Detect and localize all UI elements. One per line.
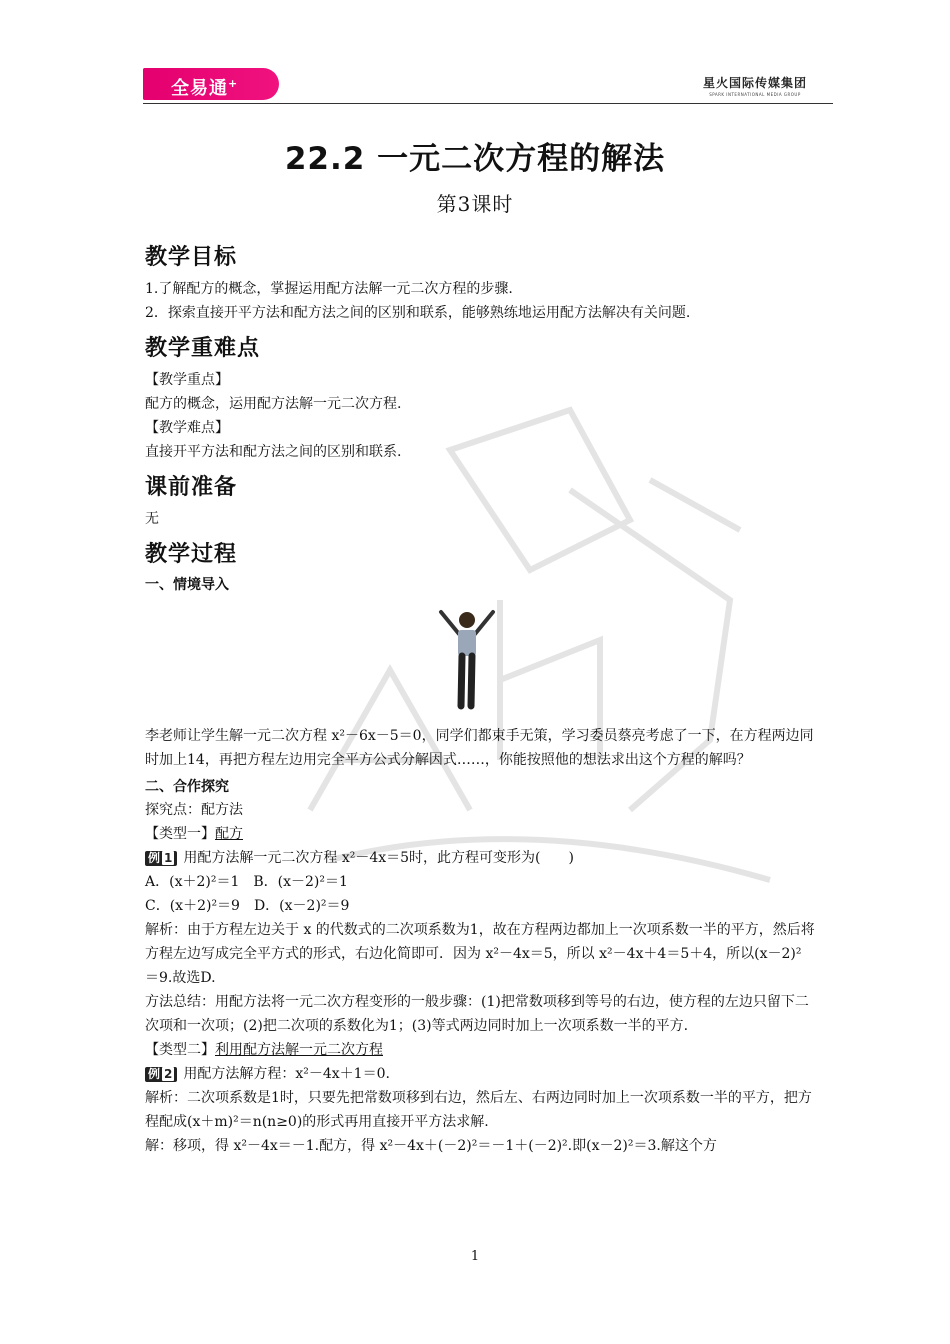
- example-1: [145, 846, 815, 870]
- goals-heading: 教学目标: [145, 245, 238, 270]
- page-subtitle: 第3课时: [436, 192, 514, 216]
- document-body: [145, 234, 815, 1158]
- publisher-name: 星火国际传媒集团: [702, 76, 807, 90]
- example-1-options-cd: C．(x＋2)²＝9 D．(x－2)²＝9: [145, 898, 350, 914]
- jumping-boy-image: [437, 606, 497, 714]
- key-point-label: 【教学重点】: [145, 372, 229, 388]
- example-1-summary: 方法总结：用配方法将一元二次方程变形的一般步骤：(1)把常数项移到等号的右边，使方程的左边只留下二次项和一次项；(2)把二次项的系数化为1；(3)等式两边同时加上一次项系数一半的平方.: [145, 994, 809, 1034]
- page-number: 1: [470, 1249, 480, 1264]
- example-1-badge: [145, 851, 177, 866]
- intro-text: 李老师让学生解一元二次方程 x²－6x－5＝0，同学们都束手无策，学习委员蔡亮考虑了一下，在方程两边同时加上14，再把方程左边用完全平方公式分解因式……，你能按照他的想法求出这个方程的解吗？: [145, 728, 814, 768]
- difficulty-text: 直接开平方法和配方法之间的区别和联系.: [145, 444, 402, 460]
- page-header: [143, 66, 833, 104]
- cooperation-heading: 二、合作探究: [145, 779, 229, 795]
- logo-text: 全易通: [171, 78, 228, 99]
- process-heading: 教学过程: [145, 542, 238, 567]
- difficulty-label: 【教学难点】: [145, 420, 229, 436]
- type-1-heading: [145, 822, 815, 846]
- header-divider: [143, 103, 833, 104]
- preparation-heading: 课前准备: [145, 475, 238, 500]
- key-points-heading: 教学重难点: [145, 336, 261, 361]
- goal-1: 1.了解配方的概念，掌握运用配方法解一元二次方程的步骤.: [145, 281, 513, 297]
- example-1-badge-label: 例: [148, 851, 161, 865]
- brand-logo: [143, 68, 279, 100]
- preparation-text: 无: [145, 511, 159, 527]
- example-1-badge-num: 1: [164, 851, 173, 865]
- type-2-heading: [145, 1038, 815, 1062]
- example-1-text: 用配方法解一元二次方程 x²－4x＝5时，此方程可变形为( ): [183, 850, 574, 866]
- example-2-text: 用配方法解方程：x²－4x＋1＝0.: [183, 1066, 390, 1082]
- type-1-name: 配方: [215, 826, 243, 842]
- example-2-badge-num: 2: [164, 1067, 173, 1081]
- logo-star: +: [228, 77, 239, 90]
- type-1-prefix: 【类型一】: [145, 826, 215, 842]
- example-2: [145, 1062, 815, 1086]
- type-2-name: 利用配方法解一元二次方程: [215, 1042, 383, 1058]
- example-1-options-ab: A．(x＋2)²＝1 B．(x－2)²＝1: [145, 874, 348, 890]
- example-2-analysis: 解析：二次项系数是1时，只要先把常数项移到右边，然后左、右两边同时加上一次项系数一半的平方，把方程配成(x＋m)²＝n(n≥0)的形式再用直接开平方法求解.: [145, 1090, 812, 1130]
- publisher-mark: [703, 74, 807, 97]
- page-title: 22.2 一元二次方程的解法: [284, 141, 666, 177]
- example-2-badge-label: 例: [148, 1067, 161, 1081]
- example-2-solution: 解：移项，得 x²－4x＝－1.配方，得 x²－4x＋(－2)²＝－1＋(－2)².即(x－2)²＝3.解这个方: [145, 1138, 717, 1154]
- intro-heading: 一、情境导入: [145, 577, 229, 593]
- key-point-text: 配方的概念，运用配方法解一元二次方程.: [145, 396, 402, 412]
- example-2-badge: [145, 1067, 177, 1082]
- goal-2: 2．探索直接开平方法和配方法之间的区别和联系，能够熟练地运用配方法解决有关问题.: [145, 305, 691, 321]
- type-2-prefix: 【类型二】: [145, 1042, 215, 1058]
- explore-point: 探究点：配方法: [145, 802, 243, 818]
- example-1-analysis: 解析：由于方程左边关于 x 的代数式的二次项系数为1，故在方程两边都加上一次项系数一半的平方，然后将方程左边写成完全平方式的形式，右边化简即可．因为 x²－4x＝5，所以 x²－4x＋4＝5＋4，所以(x－2)²＝9.故选D.: [145, 922, 815, 986]
- publisher-name-en: SPARK INTERNATIONAL MEDIA GROUP: [709, 92, 801, 97]
